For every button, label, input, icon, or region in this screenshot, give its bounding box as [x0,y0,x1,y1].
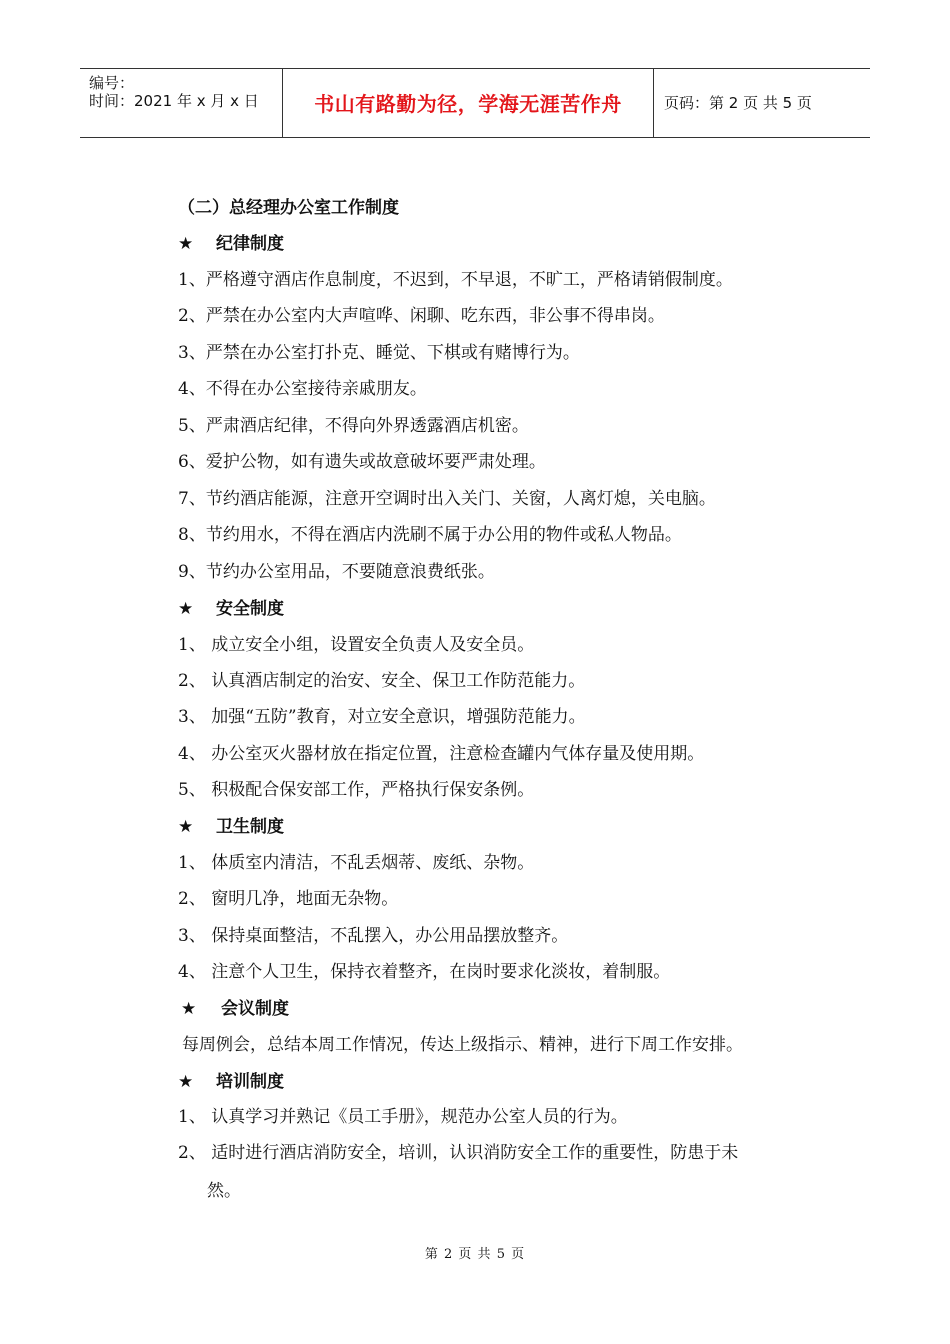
heading-label: 纪律制度 [216,234,284,254]
meeting-text: 每周例会，总结本周工作情况，传达上级指示、精神，进行下周工作安排。 [182,1035,743,1055]
header-meta-cell [80,69,283,137]
document-date-label: 时间：2021 年 x 月 x 日 [89,92,259,110]
list-item: 1、严格遵守酒店作息制度，不迟到，不早退，不旷工，严格请销假制度。 [178,270,733,290]
list-item: 3、严禁在办公室打扑克、睡觉、下棋或有赌博行为。 [178,343,580,363]
list-item: 3、 加强“五防”教育，对立安全意识，增强防范能力。 [178,707,586,727]
document-header [80,68,870,138]
list-item: 4、 注意个人卫生，保持衣着整齐，在岗时要求化淡妆，着制服。 [178,962,671,982]
list-item: 2、 适时进行酒店消防安全，培训，认识消防安全工作的重要性，防患于未 [178,1143,739,1163]
list-item: 2、 认真酒店制定的治安、安全、保卫工作防范能力。 [178,671,586,691]
list-item: 9、节约办公室用品，不要随意浪费纸张。 [178,562,495,582]
header-page-info: 页码：第 2 页 共 5 页 [664,94,812,112]
list-item: 1、 体质室内清洁，不乱丢烟蒂、废纸、杂物。 [178,853,535,873]
list-item: 4、不得在办公室接待亲戚朋友。 [178,379,427,399]
meeting-heading [181,998,289,1020]
heading-label: 卫生制度 [216,817,284,837]
list-item: 2、 窗明几净，地面无杂物。 [178,889,399,909]
star-icon: ★ [178,1072,194,1092]
star-icon: ★ [178,817,194,837]
safety-heading [178,598,284,620]
star-icon: ★ [178,234,194,254]
heading-label: 会议制度 [221,999,289,1019]
header-motto: 书山有路勤为径，学海无涯苦作舟 [314,92,622,116]
list-item: 8、节约用水，不得在酒店内洗刷不属于办公用的物件或私人物品。 [178,525,682,545]
list-item: 3、 保持桌面整洁，不乱摆入，办公用品摆放整齐。 [178,926,569,946]
list-item: 5、 积极配合保安部工作，严格执行保安条例。 [178,780,535,800]
list-item-continuation: 然。 [207,1181,241,1201]
heading-label: 培训制度 [216,1072,284,1092]
list-item: 5、严肃酒店纪律，不得向外界透露酒店机密。 [178,416,529,436]
header-motto-cell [283,69,654,137]
star-icon: ★ [181,999,197,1019]
training-heading [178,1071,284,1093]
star-icon: ★ [178,599,194,619]
list-item: 7、节约酒店能源，注意开空调时出入关门、关窗，人离灯熄，关电脑。 [178,489,716,509]
list-item: 4、 办公室灭火器材放在指定位置，注意检查罐内气体存量及使用期。 [178,744,705,764]
header-page-cell [654,69,870,137]
list-item: 2、严禁在办公室内大声喧哗、闲聊、吃东西，非公事不得串岗。 [178,306,665,326]
list-item: 1、 成立安全小组，设置安全负责人及安全员。 [178,635,535,655]
discipline-heading [178,233,284,255]
list-item: 1、 认真学习并熟记《员工手册》，规范办公室人员的行为。 [178,1107,628,1127]
heading-label: 安全制度 [216,599,284,619]
page-footer: 第 2 页 共 5 页 [424,1247,526,1262]
list-item: 6、爱护公物，如有遗失或故意破坏要严肃处理。 [178,452,546,472]
document-number-label: 编号： [89,74,135,92]
section-title: （二）总经理办公室工作制度 [178,198,399,218]
hygiene-heading [178,816,284,838]
